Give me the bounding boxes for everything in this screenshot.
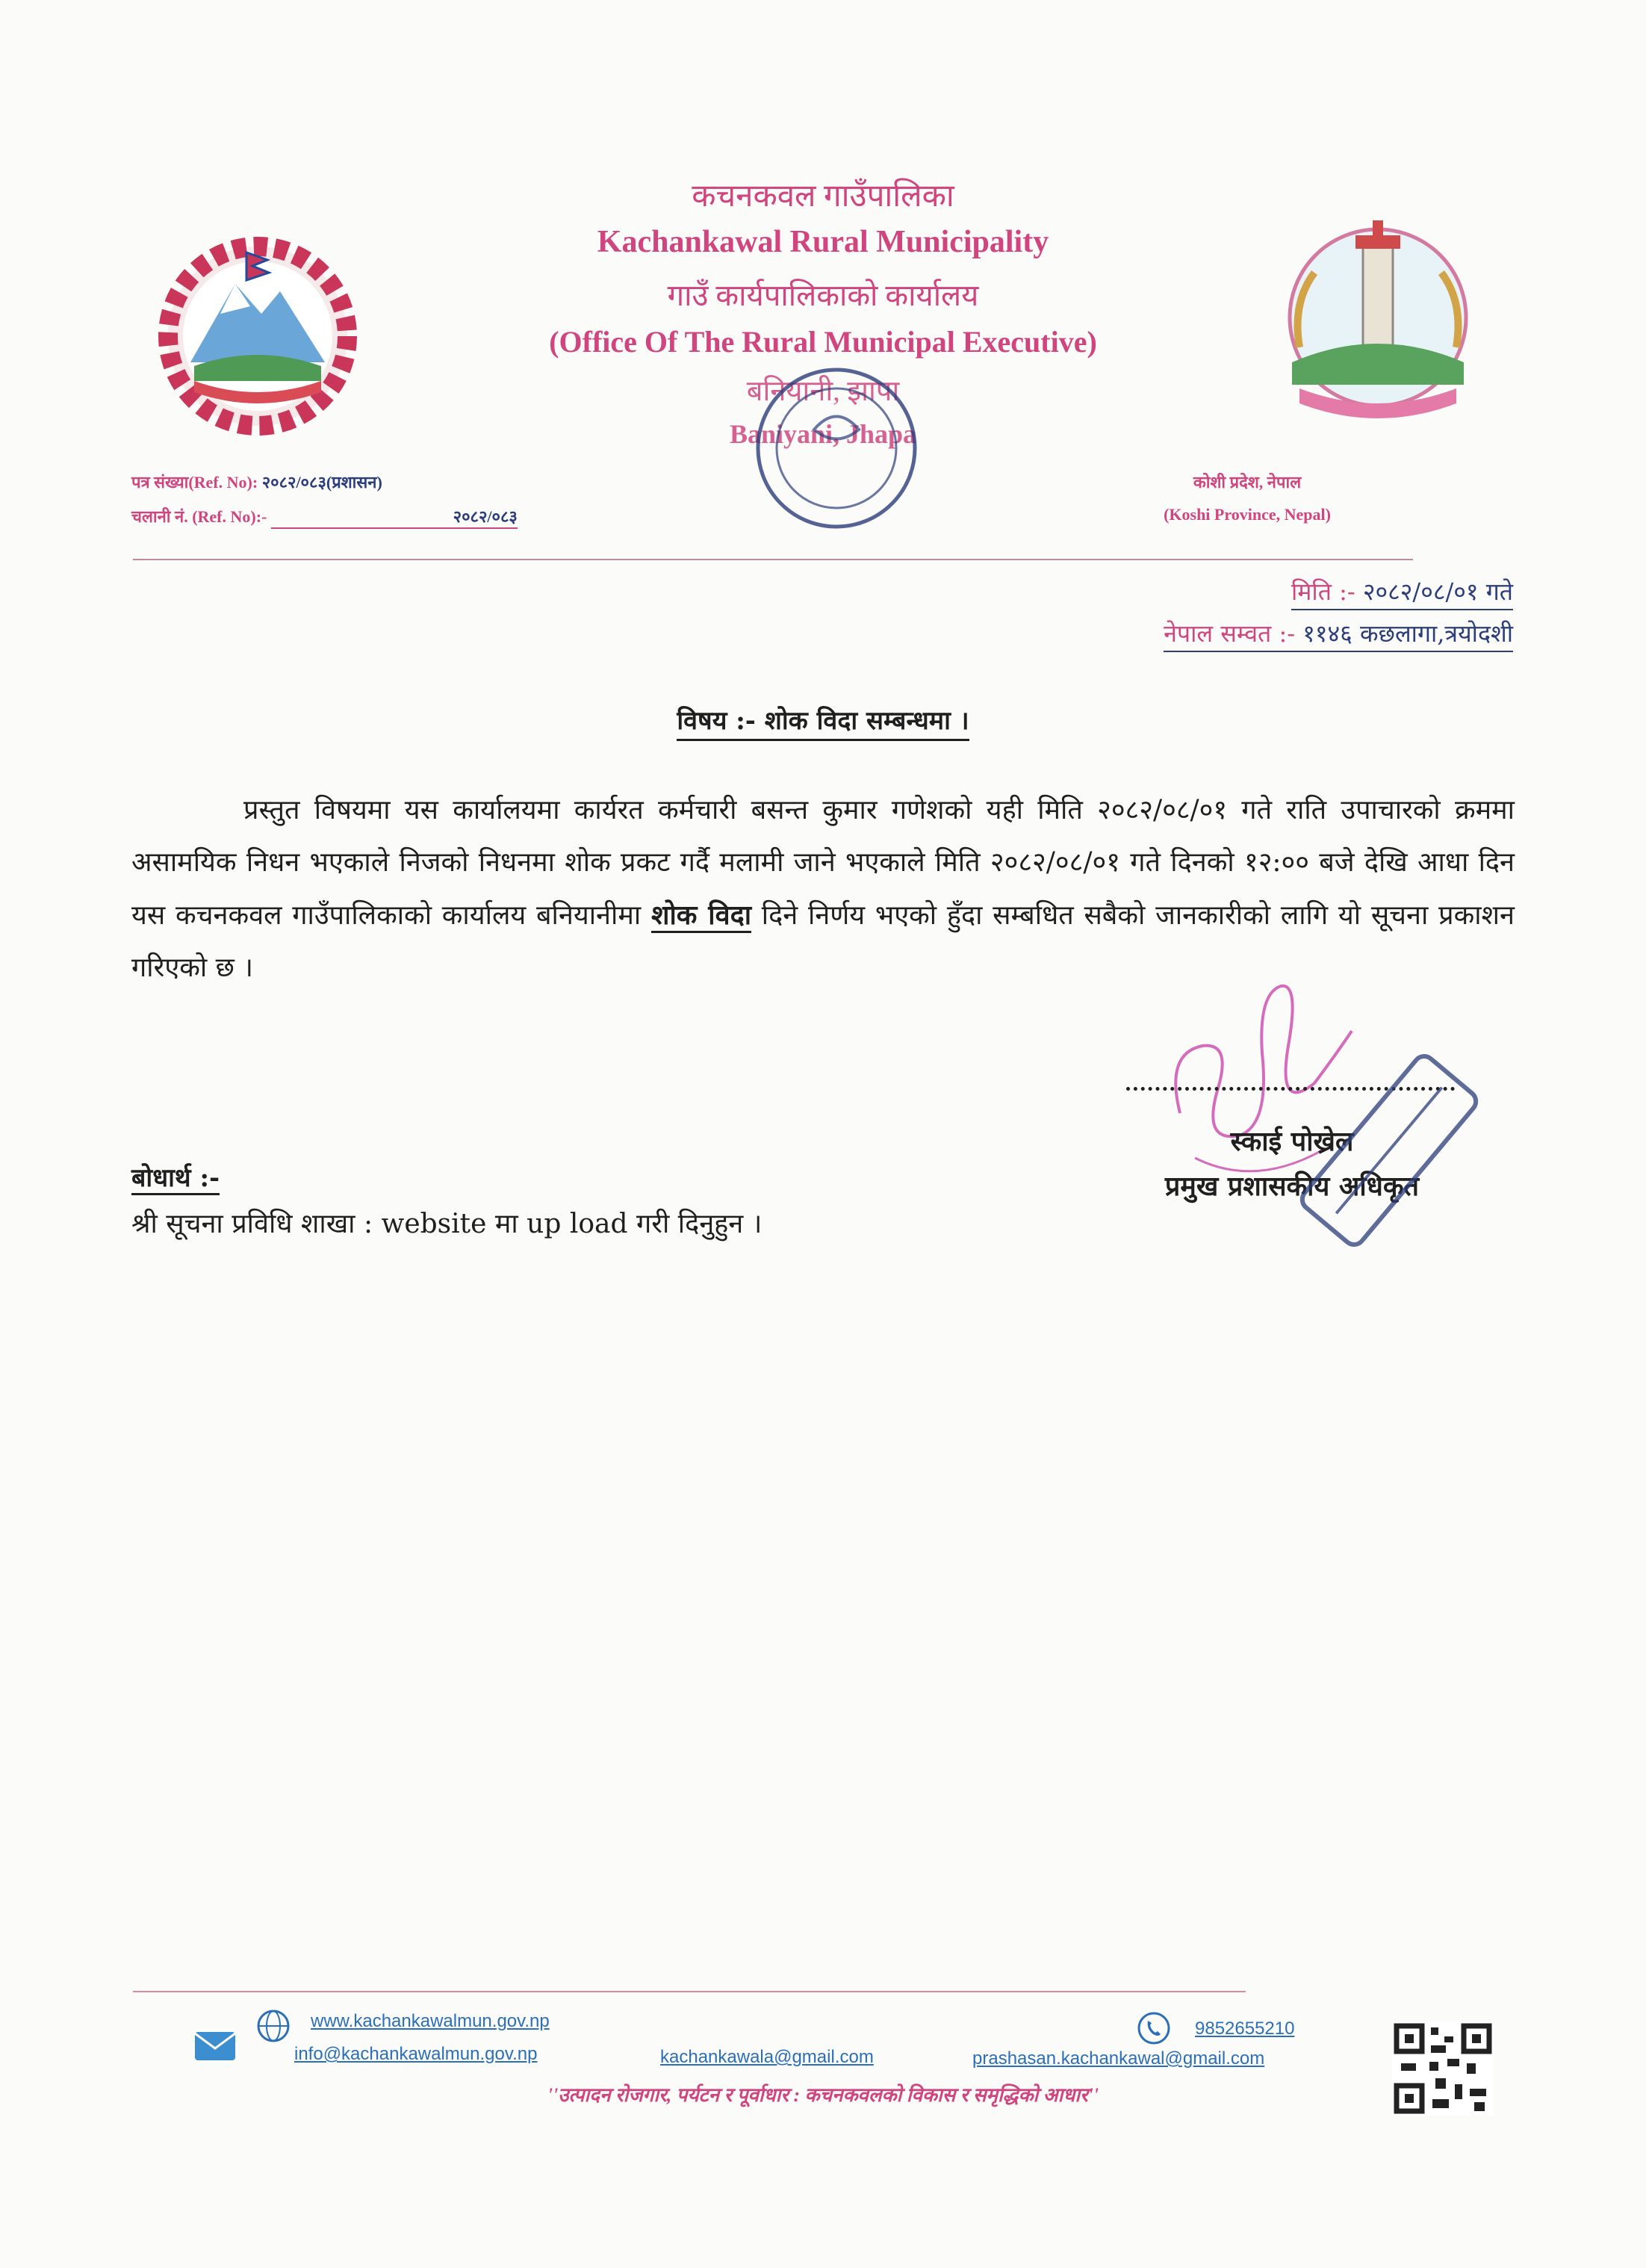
dispatch-value: २०८२/०८३: [271, 505, 518, 529]
website-link[interactable]: www.kachankawalmun.gov.np: [311, 2011, 550, 2031]
municipality-name-english: Kachankawal Rural Municipality: [597, 225, 1049, 259]
reference-label: पत्र संख्या(Ref. No):: [131, 473, 258, 492]
cc-line: श्री सूचना प्रविधि शाखा : website मा up load गरी दिनुहुन ।: [131, 1209, 763, 1239]
date-value: २०८२/०८/०१ गते: [1362, 577, 1513, 606]
subject-heading: [0, 702, 1646, 737]
office-name-nepali: गाउँ कार्यपालिकाको कार्यालय: [667, 279, 979, 312]
email-link-gmail[interactable]: kachankawala@gmail.com: [660, 2047, 874, 2067]
header-divider: [133, 559, 1413, 560]
dispatch-number: [131, 505, 518, 529]
province-english: (Koshi Province, Nepal): [1164, 505, 1331, 524]
body-part-2: दिने निर्णय भएको हुँदा सम्बधित सबैको जानकारीको लागि यो सूचना प्रकाशन गरिएको छ ।: [131, 900, 1515, 983]
signatory-name: स्काई पोख्रेल: [1230, 1126, 1354, 1157]
mail-icon: [193, 2026, 237, 2063]
office-seal-stamp: [747, 359, 926, 538]
phone-number[interactable]: 9852655210: [1195, 2018, 1295, 2039]
qr-code[interactable]: [1392, 2021, 1494, 2116]
province-nepali: कोशी प्रदेश, नेपाल: [1193, 473, 1302, 492]
footer-motto: ''उत्पादन रोजगार, पर्यटन र पूर्वाधार : कचनकवलको विकास र समृद्धिको आधार'': [547, 2084, 1099, 2106]
body-part-1: प्रस्तुत विषयमा यस कार्यालयमा कार्यरत कर्मचारी बसन्त कुमार गणेशको यही मिति २०८२/०८/०१ गते राति उपाचारको क्रममा असामयिक निधन भएकाले निजको निधनमा शोक प्रकट गर्दै मलामी जाने भएकाले मिति २०८२/०८/०१ गते दिनको १२:०० बजे देखि आधा दिन यस कचनकवल गाउँपालिकाको कार्यालय बनियानीमा: [131, 795, 1515, 931]
cc-heading: [131, 1159, 220, 1194]
reference-value: २०८२/०८३(प्रशासन): [261, 473, 382, 492]
officer-stamp: [1262, 1038, 1516, 1262]
globe-icon: [255, 2008, 291, 2044]
subject-text: विषय :- शोक विदा सम्बन्धमा ।: [677, 706, 969, 741]
body-highlight: शोक विदा: [651, 899, 751, 933]
office-place-nepali: बनियानी, झापा: [746, 376, 900, 407]
phone-icon: [1137, 2011, 1171, 2045]
reference-number: [131, 471, 382, 493]
cc-label: बोधार्थ :-: [131, 1163, 220, 1195]
email-link-admin[interactable]: prashasan.kachankawal@gmail.com: [972, 2048, 1265, 2069]
notice-body: [131, 784, 1515, 994]
dispatch-label: चलानी नं. (Ref. No):-: [131, 507, 267, 526]
date-line: [1291, 575, 1513, 610]
email-link-info[interactable]: info@kachankawalmun.gov.np: [294, 2044, 538, 2064]
nepal-era-value: ११४६ कछलागा,त्रयोदशी: [1302, 619, 1513, 648]
municipality-name-nepali: कचनकवल गाउँपालिका: [692, 179, 954, 214]
nepal-era-label: नेपाल सम्वत :-: [1164, 619, 1296, 648]
signatory-title: प्रमुख प्रशासकीय अधिकृत: [1164, 1171, 1420, 1202]
date-label: मिति :-: [1291, 577, 1355, 606]
nepal-era-line: [1164, 617, 1513, 652]
office-name-english: (Office Of The Rural Municipal Executive): [549, 325, 1097, 359]
office-place-english: Baniyani, Jhapa: [729, 419, 917, 449]
footer-divider: [133, 1991, 1246, 1992]
